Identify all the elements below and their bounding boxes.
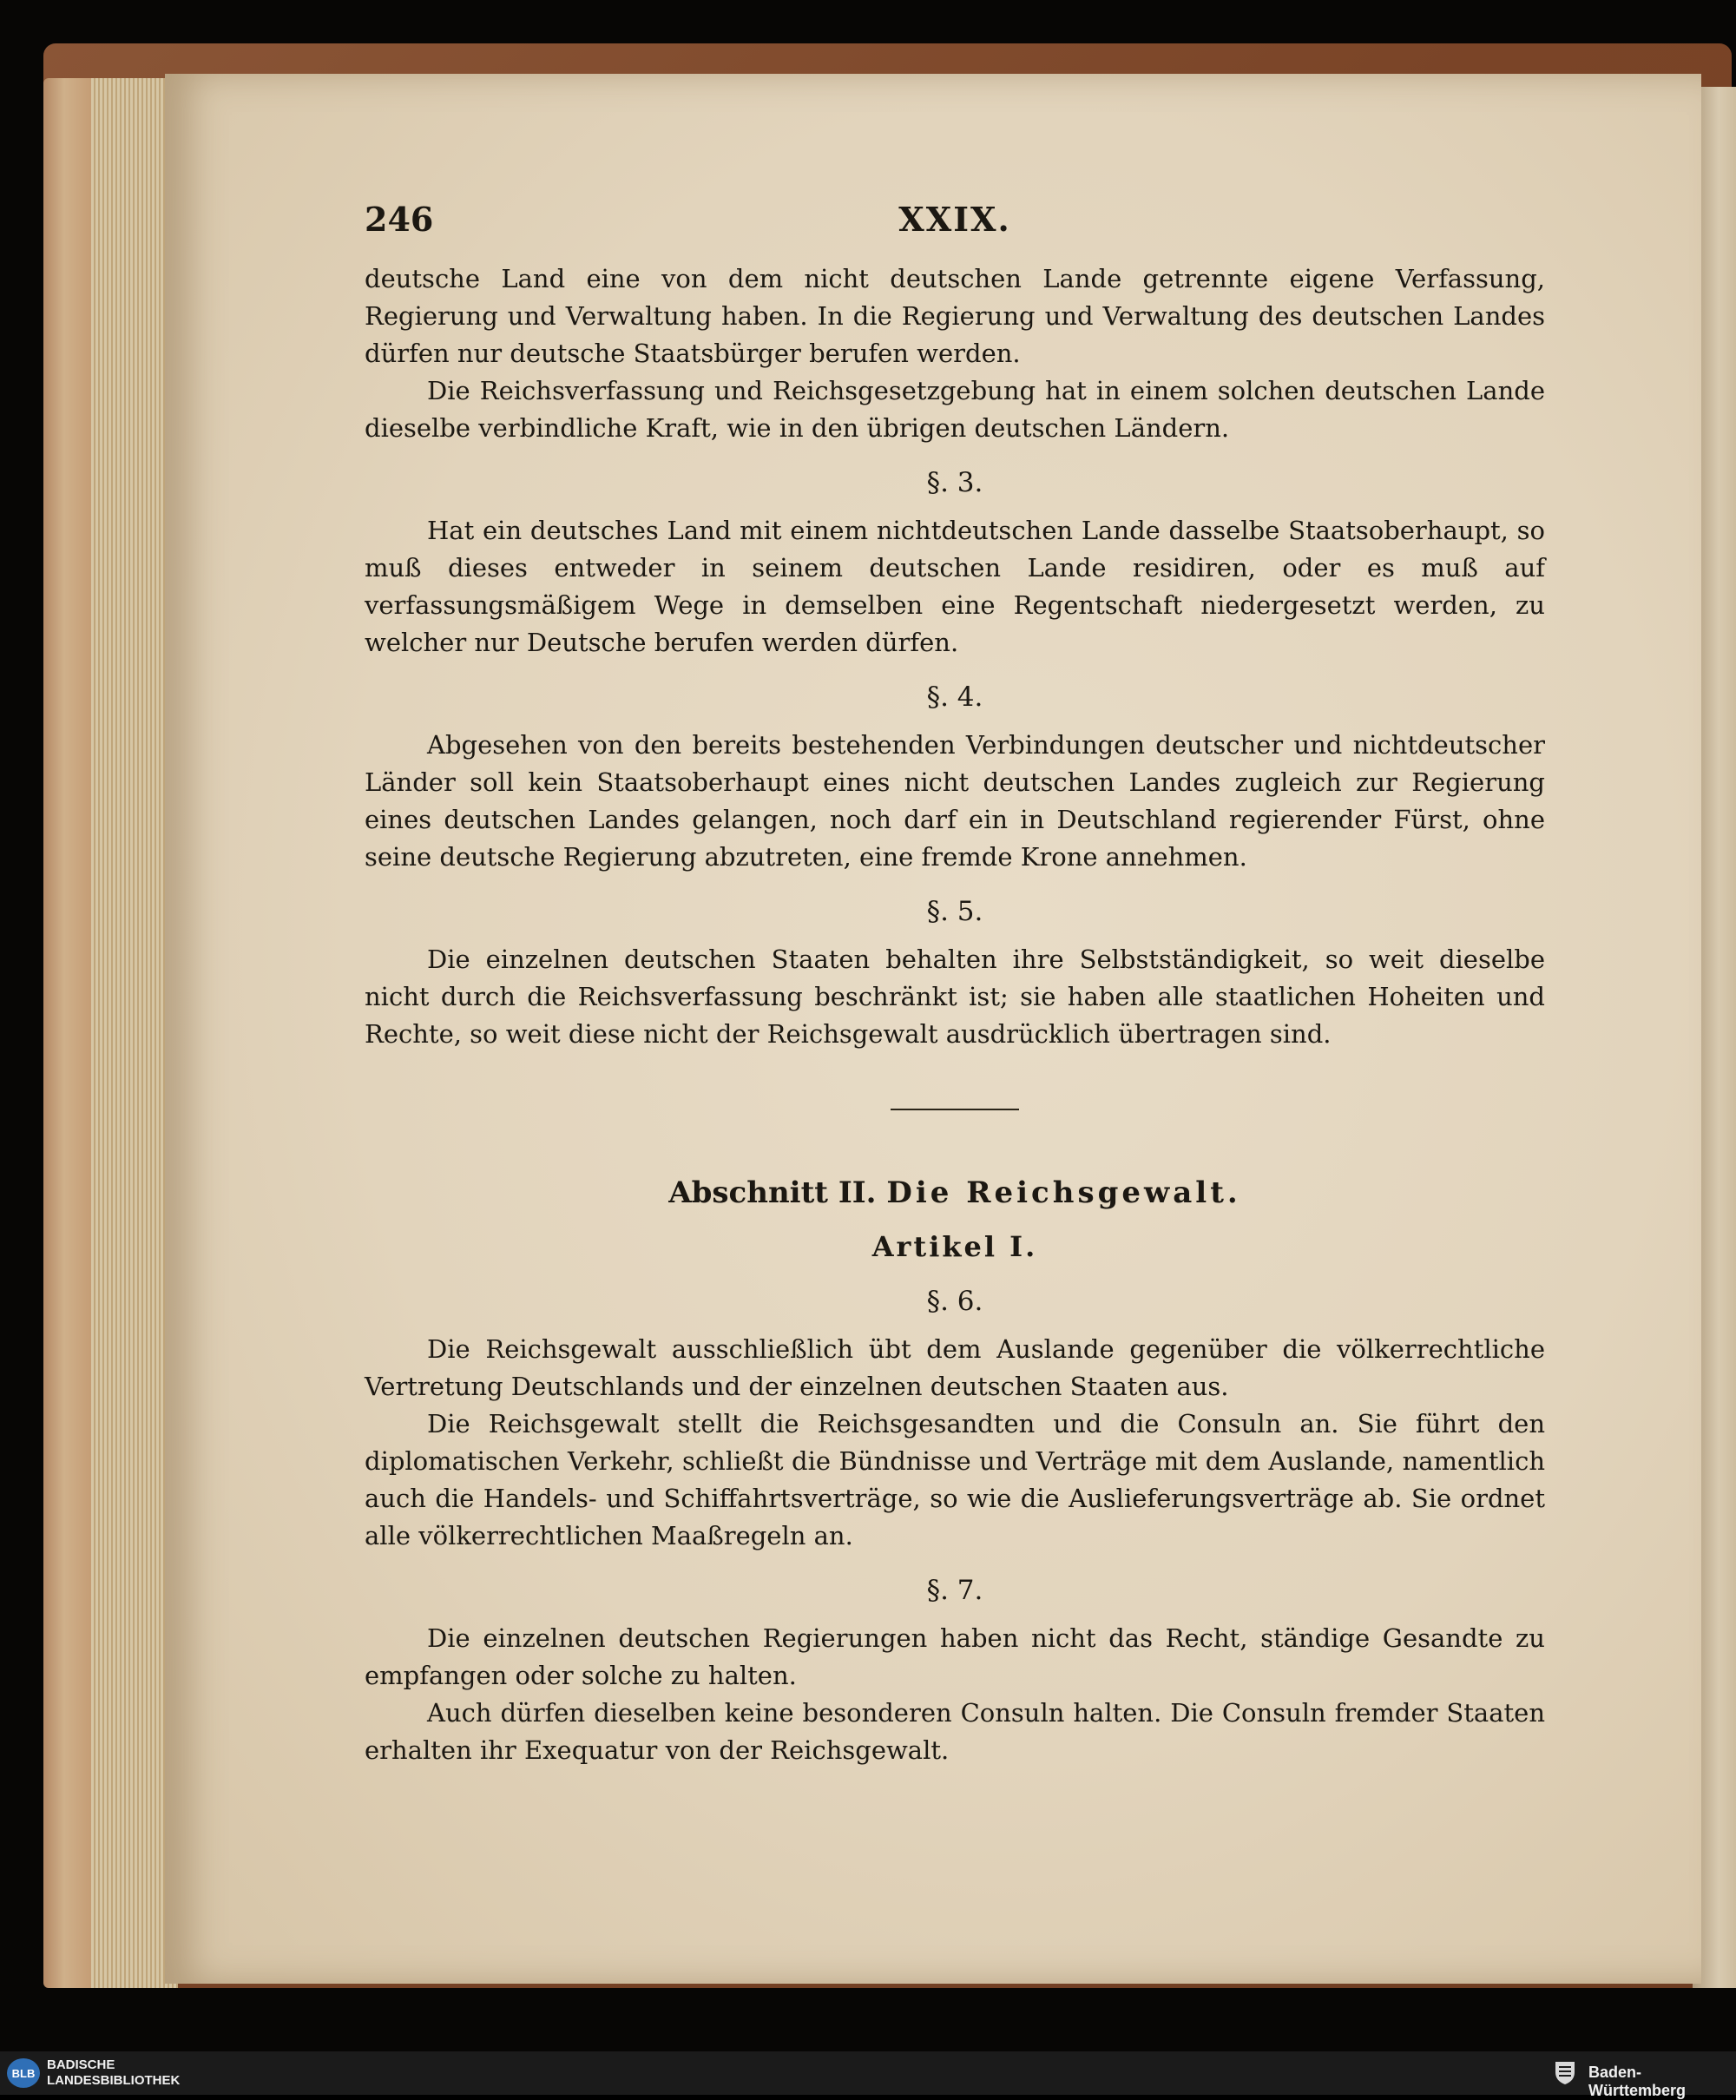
baden-wuerttemberg-name[interactable]: Baden-Württemberg [1588,2064,1686,2099]
paragraph: Die einzelnen deutschen Regierungen haben nicht das Recht, ständige Gesandte zu empfangen oder solche zu halten. [365,1623,1545,1690]
section-heading: §. 5. [926,896,983,927]
page-body [365,260,1545,1769]
section-heading: §. 6. [926,1286,983,1317]
page-header [365,200,1545,252]
page-text [365,200,1545,1780]
paragraph: Hat ein deutsches Land mit einem nichtdeutschen Lande dasselbe Staatsoberhaupt, so muß dieses entweder in seinem deutschen Lande residiren, oder es muß auf verfassungsmäßigem Wege in demselben eine Regentschaft niedergesetzt werden, zu welcher nur Deutsche berufen werden dürfen. [365,516,1545,657]
chapter-title: Die Reichsgewalt. [886,1175,1241,1210]
blb-name-line1: BADISCHE [47,2057,115,2072]
paragraph: deutsche Land eine von dem nicht deutschen Lande getrennte eigene Verfassung, Regierung und Verwaltung haben. In die Regierung und Verwaltung des deutschen Landes dürfen nur deutsche Staatsbürger berufen werden. [365,264,1545,368]
page-number: 246 [365,200,434,239]
chapter-heading [365,1173,1545,1213]
blb-logo-icon[interactable]: BLB [7,2058,40,2088]
paragraph: Abgesehen von den bereits bestehenden Verbindungen deutscher und nichtdeutscher Länder soll kein Staatsoberhaupt eines nicht deutschen Landes zugleich zur Regierung eines deutschen Landes gelangen, noch darf ein in Deutschland regierender Fürst, ohne seine deutsche Regierung abzutreten, eine fremde Krone annehmen. [365,730,1545,872]
chapter-prefix: Abschnitt II. [668,1175,877,1210]
section-heading: §. 4. [926,681,983,713]
paragraph: Auch dürfen dieselben keine besonderen Consuln halten. Die Consuln fremder Staaten erhalten ihr Exequatur von der Reichsgewalt. [365,1698,1545,1765]
paragraph: Die einzelnen deutschen Staaten behalten ihre Selbstständigkeit, so weit dieselbe nicht durch die Reichsverfassung beschränkt ist; sie haben alle staatlichen Hoheiten und Rechte, so weit diese nicht der Reichsgewalt ausdrücklich übertragen sind. [365,945,1545,1049]
section-heading: §. 3. [926,467,983,498]
blb-name[interactable] [47,2057,238,2089]
section-heading: §. 7. [926,1575,983,1606]
paragraph: Die Reichsverfassung und Reichsgesetzgebung hat in einem solchen deutschen Lande dieselbe verbindliche Kraft, wie in den übrigen deutschen Ländern. [365,376,1545,443]
paragraph: Die Reichsgewalt stellt die Reichsgesandten und die Consuln an. Sie führt den diplomatischen Verkehr, schließt die Bündnisse und Verträge mit dem Auslande, namentlich auch die Handels- und Schiffahrtsverträge, so wie die Auslieferungsverträge ab. Sie ordnet alle völkerrechtlichen Maaßregeln an. [365,1409,1545,1550]
cover-edge [43,78,95,1988]
article-heading: Artikel I. [871,1230,1038,1263]
viewer-footer [0,2051,1736,2099]
running-title: XXIX. [898,200,1011,239]
baden-wuerttemberg-crest-icon[interactable] [1554,2060,1576,2086]
paragraph: Die Reichsgewalt ausschließlich übt dem Auslande gegenüber die völkerrechtliche Vertretung Deutschlands und der einzelnen deutschen Staaten aus. [365,1334,1545,1401]
blb-name-line2: LANDESBIBLIOTHEK [47,2073,181,2088]
divider-rule [891,1109,1019,1110]
